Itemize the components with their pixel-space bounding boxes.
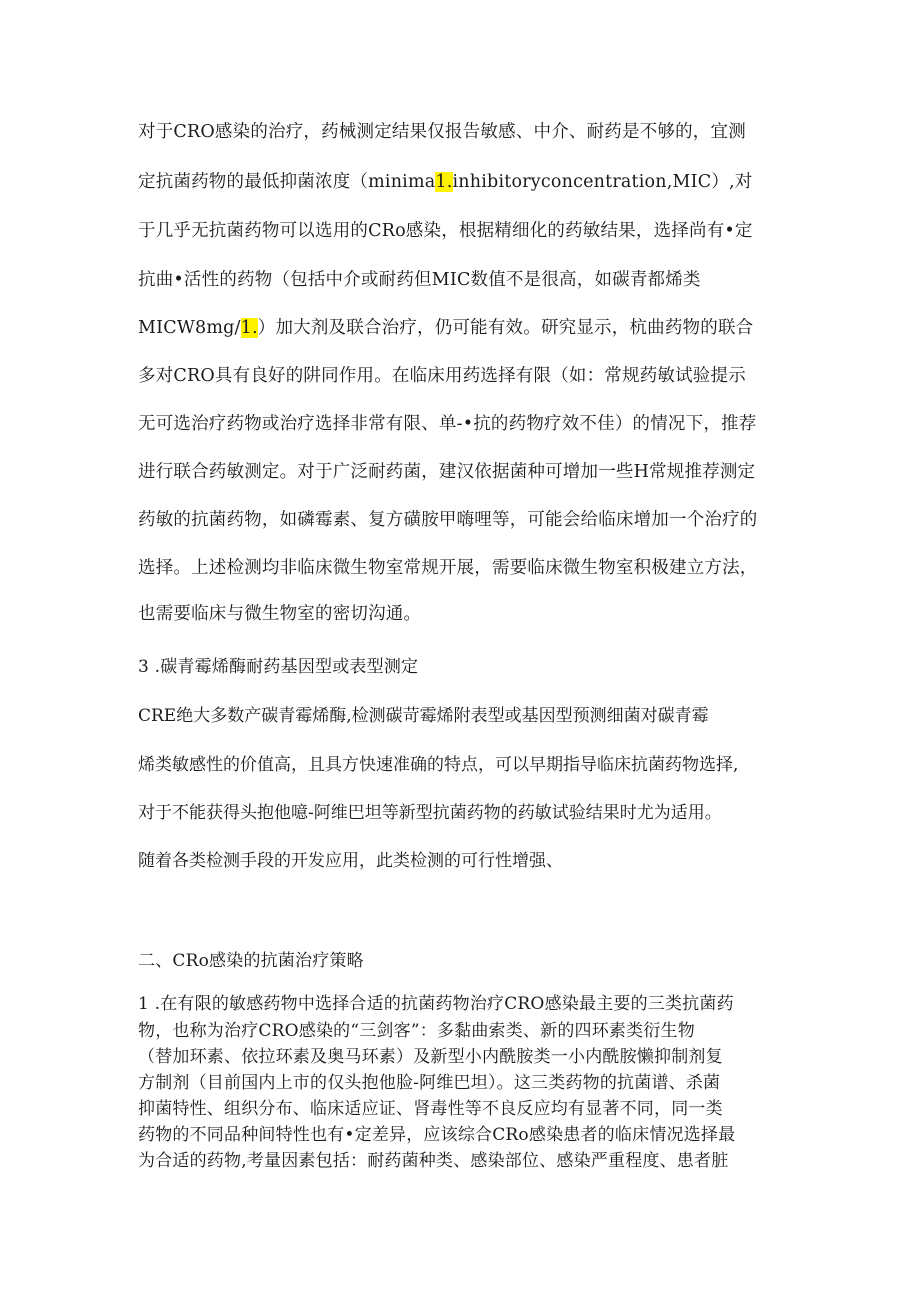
text-line: 多对CRO具有良好的阱同作用。在临床用药选择有限（如：常规药敏试验提示: [138, 366, 746, 386]
text-line: 无可选治疗药物或治疗选择非常有限、单-•抗的药物疗效不佳）的情况下，推荐: [138, 414, 757, 434]
text-line: 药物的不同品种间特性也有•定差异，应该综合CRo感染患者的临床情况选择最: [138, 1125, 736, 1145]
text-line: 于几乎无抗菌药物可以选用的CRo感染，根据精细化的药敏结果，选择尚有•定: [138, 221, 753, 241]
text-line: （替加环素、依拉环素及奥马环素）及新型小内酰胺类一小内酰胺懒抑制剂复: [138, 1047, 723, 1067]
text-line: 物，也称为治疗CRO感染的“三剑客”：多黏曲索类、新的四环素类衍生物: [138, 1021, 695, 1041]
text-line: 随着各类检测手段的开发应用，此类检测的可行性增强、: [138, 851, 563, 871]
text-line: 烯类敏感性的价值高，且具方快速准确的特点，可以早期指导临床抗菌药物选择,: [138, 755, 739, 775]
text-line: 方制剂（目前国内上市的仅头抱他脸-阿维巴坦）。这三类药物的抗菌谱、杀菌: [138, 1073, 721, 1093]
section-heading: 3 .碳青霉烯酶耐药基因型或表型测定: [138, 657, 419, 677]
text-line: 1 .在有限的敏感药物中选择合适的抗菌药物治疗CRO感染最主要的三类抗菌药: [138, 994, 734, 1014]
text-line: [138, 168, 788, 193]
section-heading: 二、CRo感染的抗菌治疗策略: [138, 951, 364, 971]
text-line: 进行联合药敏测定。对于广泛耐药菌，建汉依据菌种可增加一些H常规推荐测定: [138, 462, 756, 482]
text-line: 也需要临床与微生物室的密切沟通。: [138, 604, 422, 624]
text-segment: 定抗菌药物的最低抑菌浓度（minima: [138, 172, 436, 192]
text-line: 对于不能获得头抱他噫-阿维巴坦等新型抗菌药物的药敏试验结果时尤为适用。: [138, 803, 722, 823]
text-segment: MICW8mg/: [138, 318, 241, 338]
text-line: 抑菌特性、组织分布、临床适应证、肾毒性等不良反应均有显著不同，同一类: [138, 1099, 723, 1119]
text-line: 选择。上述检测均非临床微生物室常规开展，需要临床微生物室积极建立方法，: [138, 558, 758, 578]
text-line: 药敏的抗菌药物，如磷霉素、复方磺胺甲嗨哩等，可能会给临床增加一个治疗的: [138, 510, 758, 530]
text-line: 抗曲•活性的药物（包括中介或耐药但MIC数值不是很高，如碳青都烯类: [138, 270, 701, 290]
text-line: [138, 314, 788, 339]
text-line: CRE绝大多数产碳青霉烯酶,检测碳苛霉烯附表型或基因型预测细菌对碳青霉: [138, 706, 709, 726]
text-line: 对于CRO感染的治疗，药械测定结果仅报告敏感、中介、耐药是不够的，宜测: [138, 122, 746, 142]
text-line: 为合适的药物,考量因素包括：耐药菌种类、感染部位、感染严重程度、患者脏: [138, 1151, 729, 1171]
highlighted-text: 1.: [240, 318, 258, 338]
text-segment: inhibitoryconcentration,MIC）,对: [452, 172, 753, 192]
text-segment: ）加大剂及联合治疗，仍可能有效。研究显示，杭曲药物的联合: [257, 318, 754, 338]
highlighted-text: 1.: [435, 172, 453, 192]
